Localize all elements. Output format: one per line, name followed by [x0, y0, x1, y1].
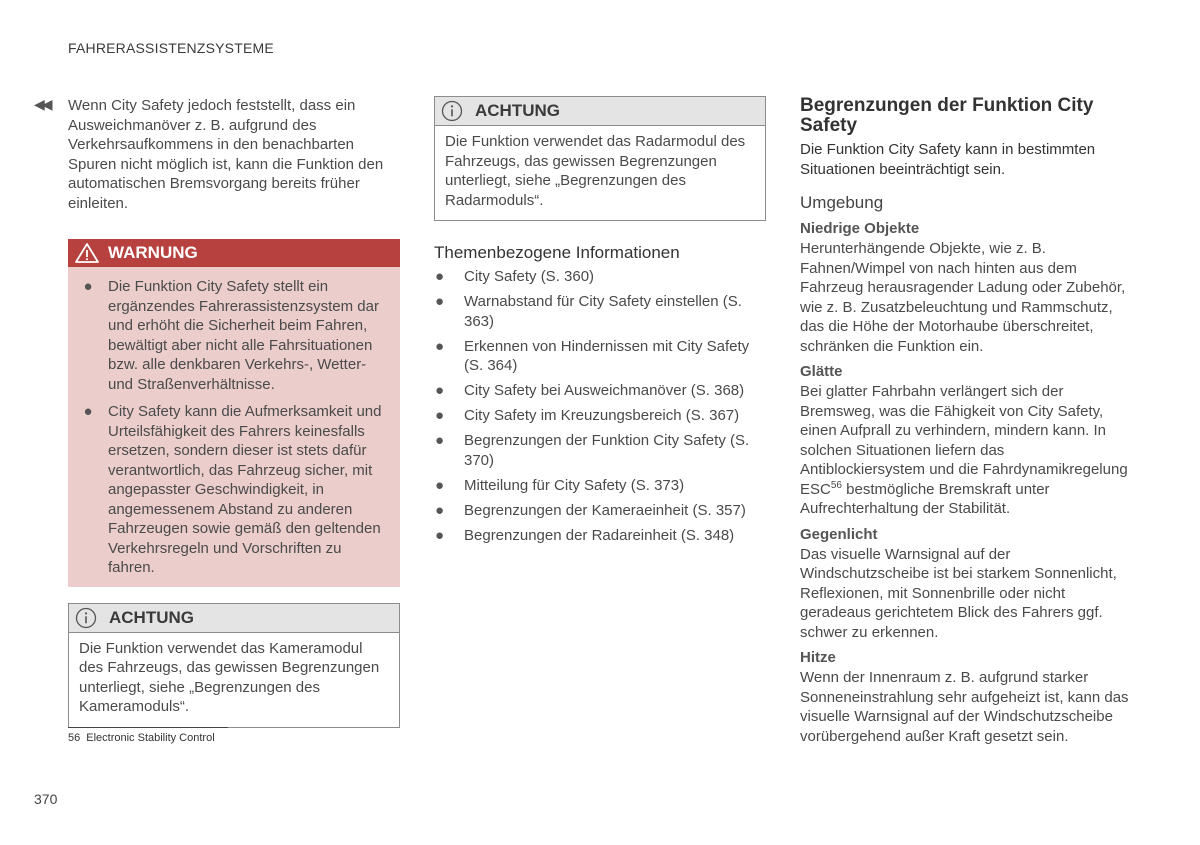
attention-header	[435, 97, 765, 126]
glaette-heading: Glätte	[800, 363, 843, 380]
related-link[interactable]: City Safety bei Ausweichmanöver (S. 368)	[464, 382, 745, 399]
low-objects-heading: Niedrige Objekte	[800, 220, 920, 237]
attention-text: Die Funktion verwendet das Kameramodul des Fahrzeugs, das gewissen Begrenzungen unterliegt, siehe „Begrenzungen des Kameramoduls“.	[79, 639, 380, 715]
hitze-heading: Hitze	[800, 649, 836, 666]
warning-bullet-text: Die Funktion City Safety stellt ein ergänzendes Fahrerassistenzsystem dar und erhöht die Sicherheit beim Fahren, bewältigt aber nicht alle Fahrsituationen bzw. alle denkbaren Verkehrs-, Wetter- und Straßenverhältnisse.	[108, 278, 379, 393]
related-info-heading: Themenbezogene Informationen	[434, 243, 680, 262]
list-item[interactable]	[434, 431, 766, 470]
related-link[interactable]: Warnabstand für City Safety einstellen (S. 363)	[464, 293, 742, 330]
footnote-number: 56	[68, 732, 81, 744]
attention-box-radar	[434, 96, 766, 221]
bullet-dot-icon: ●	[435, 432, 445, 449]
bullet-dot-icon: ●	[435, 407, 445, 424]
list-item[interactable]	[434, 501, 766, 521]
bullet-dot-icon: ●	[435, 382, 445, 399]
related-info-list	[434, 267, 766, 545]
list-item[interactable]	[434, 406, 766, 426]
attention-title: ACHTUNG	[475, 101, 560, 120]
bullet-dot-icon: ●	[435, 337, 445, 355]
info-icon	[75, 607, 97, 629]
warning-bullet	[68, 402, 390, 578]
hitze-text: Wenn der Innenraum z. B. aufgrund starker Sonneneinstrahlung sehr aufgeheizt ist, kann das visuelle Warnsignal auf der Windschutzscheibe vorübergehend außer Kraft gesetzt sein.	[800, 669, 1129, 745]
warning-box	[68, 239, 400, 587]
attention-text: Die Funktion verwendet das Radarmodul des Fahrzeugs, das gewissen Begrenzungen unterliegt, siehe „Begrenzungen des Radarmoduls“.	[445, 133, 746, 209]
bullet-dot-icon: ●	[435, 501, 445, 519]
warning-body	[68, 267, 400, 587]
glaette-text	[800, 382, 1132, 519]
attention-title: ACHTUNG	[109, 607, 194, 627]
list-item[interactable]	[434, 381, 766, 401]
related-link[interactable]: Begrenzungen der Radareinheit (S. 348)	[464, 526, 735, 544]
column-middle	[434, 96, 766, 551]
list-item[interactable]	[434, 526, 766, 546]
glaette-text-before: Bei glatter Fahrbahn verlängert sich der Bremsweg, was die Fähigkeit von City Safety, einen Aufprall zu verhindern, mindern kann. In solchen Situationen liefern das Antiblockiersystem und die Fahrdynamikregelung ESC	[800, 383, 1128, 498]
warning-triangle-icon	[74, 242, 100, 264]
related-link[interactable]: Begrenzungen der Kameraeinheit (S. 357)	[464, 501, 746, 519]
list-item[interactable]	[434, 267, 766, 287]
warning-bullet-text: City Safety kann die Aufmerksamkeit und Urteilsfähigkeit des Fahrers keinesfalls ersetzen, sondern dieser ist stets dafür verantwortlich, das Fahrzeug sicher, mit angepasster Geschwindigkeit, in angemessenem Abstand zu anderen Fahrzeugen sowie gemäß den geltenden Verkehrsregeln und Vorschriften zu fahren.	[108, 403, 382, 576]
intro-paragraph: Wenn City Safety jedoch feststellt, dass ein Ausweichmanöver z. B. aufgrund des Verkehrsaufkommens in den benachbarten Spuren nicht möglich ist, kann die Funktion den automatischen Bremsvorgang bereits früher einleiten.	[68, 97, 384, 212]
bullet-dot-icon: ●	[435, 268, 445, 285]
glaette-text-after: bestmögliche Bremskraft unter Aufrechterhaltung der Stabilität.	[800, 480, 1050, 517]
back-arrows-icon[interactable]: ◀◀	[34, 96, 50, 112]
list-item[interactable]	[434, 292, 766, 331]
column-left	[68, 96, 400, 728]
footnote-divider	[68, 727, 228, 728]
related-link[interactable]: Begrenzungen der Funktion City Safety (S. 370)	[464, 432, 750, 469]
warning-title: WARNUNG	[108, 243, 198, 262]
related-link[interactable]: Mitteilung für City Safety (S. 373)	[464, 476, 685, 494]
bullet-dot-icon: ●	[83, 278, 93, 295]
footnote	[68, 732, 215, 744]
environment-heading: Umgebung	[800, 193, 884, 212]
bullet-dot-icon: ●	[435, 293, 445, 310]
gegenlicht-text: Das visuelle Warnsignal auf der Windschutzscheibe ist bei starkem Sonnenlicht, Reflexionen, mit Sonnenbrille oder nicht geradeaus gerichtetem Blick des Fahrers ggf. schwer zu erkennen.	[800, 545, 1117, 641]
page-number: 370	[34, 791, 58, 807]
bullet-dot-icon: ●	[435, 476, 445, 494]
attention-box-camera	[68, 603, 400, 728]
bullet-dot-icon: ●	[83, 403, 93, 420]
footnote-ref[interactable]: 56	[830, 479, 842, 491]
low-objects-text: Herunterhängende Objekte, wie z. B. Fahnen/Wimpel von nach hinten aus dem Fahrzeug herausragender Ladung oder Zubehör, wie z. B. Zusatzbeleuchtung und Rammschutz, das die Höhe der Motorhaube überschreitet, schränken die Funktion ein.	[800, 240, 1126, 355]
section-header: FAHRERASSISTENZSYSTEME	[68, 40, 274, 56]
gegenlicht-heading: Gegenlicht	[800, 525, 878, 543]
related-link[interactable]: City Safety im Kreuzungsbereich (S. 367)	[464, 407, 740, 424]
list-item[interactable]	[434, 476, 766, 496]
warning-header	[68, 239, 400, 267]
bullet-dot-icon: ●	[435, 526, 445, 544]
footnote-text: Electronic Stability Control	[86, 732, 215, 744]
warning-bullet	[68, 277, 390, 394]
list-item[interactable]	[434, 337, 766, 376]
section-title: Begrenzungen der Funktion City Safety	[800, 95, 1094, 136]
attention-header	[69, 604, 399, 633]
related-link[interactable]: City Safety (S. 360)	[464, 268, 595, 285]
info-icon	[441, 100, 463, 122]
column-right	[800, 96, 1132, 748]
section-intro: Die Funktion City Safety kann in bestimmten Situationen beeinträchtigt sein.	[800, 141, 1096, 178]
related-link[interactable]: Erkennen von Hindernissen mit City Safety (S. 364)	[464, 337, 750, 374]
